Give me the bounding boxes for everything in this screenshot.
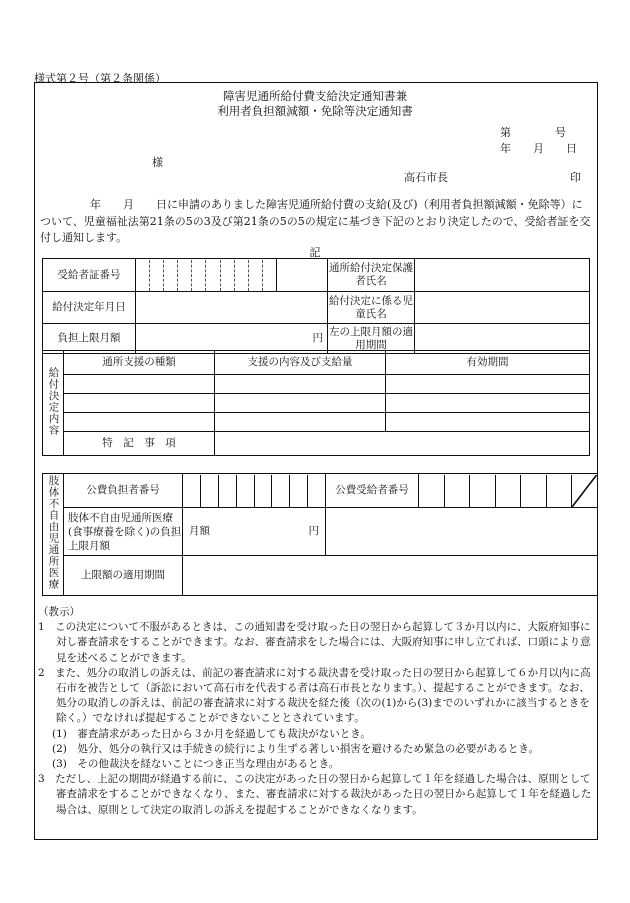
recipient-no-label: 受給者証番号 (43, 259, 136, 292)
document-date: 年 月 日 (500, 142, 577, 155)
seal-mark: 印 (570, 171, 581, 184)
medical-side-label: 肢体不自由児通所医療 (43, 474, 64, 596)
limit-period-label: 左の上限月額の適用期間 (328, 324, 415, 354)
document-number: 第 号 (500, 126, 566, 139)
child-name-value (415, 292, 590, 324)
decision-date-label: 給付決定年月日 (43, 292, 136, 324)
note-2: 2 また、処分の取消しの訴えは、前記の審査請求に対する裁決書を受け取った日の翌日から起算して６か月以内に高石市を被告として（訴訟において高石市を代表する者は高石市長となります。）、提起することができます。なお、処分の取消しの訴えは、前記の審査請求に対する裁決を経た後（次の(1)から(3)までのいずれかに該当するときを除く。）でなければ提起することができないこととされています。 (38, 666, 591, 725)
decision-content-table (42, 350, 590, 456)
support-type-header: 通所支援の種類 (64, 351, 215, 375)
recipient-no-boxes (136, 259, 277, 292)
ki-label: 記 (309, 246, 321, 259)
slash-mark (572, 475, 597, 507)
payer-no-label: 公費負担者番号 (64, 474, 183, 508)
addressee-honorific: 様 (152, 156, 163, 169)
guardian-value (415, 259, 590, 292)
note-2-sub-1: (1) 審査請求があった日から３か月を経過しても裁決がないとき。 (52, 727, 371, 740)
issuer-name: 高石市長 (404, 171, 448, 184)
decision-table (42, 258, 590, 354)
medical-table (42, 473, 598, 596)
note-3: 3 ただし、上記の期間が経過する前に、この決定があった日の翌日から起算して１年を経過した場合は、原則として審査請求をすることができなくなり、また、審査請求に対する裁決があった日の翌日から起算して１年を経過した場合は、原則として決定の取消しの訴えを提起することができなくなります。 (38, 773, 592, 816)
notification-body: 年 月 日に申請のありました障害児通所給付費の支給(及び)（利用者負担額減額・免除等）について、児童福祉法第21条の5の3及び第21条の5の5の規定に基づき下記のとおり決定したので、受給者証を交付し通知します。 (40, 198, 591, 244)
payer-no-boxes (183, 474, 326, 508)
burden-limit-yen: 円 (136, 324, 328, 354)
child-name-label: 給付決定に係る児童氏名 (328, 292, 415, 324)
medical-period-value (183, 556, 598, 596)
special-notes-label: 特 記 事 項 (64, 432, 215, 456)
note-2-sub-2: (2) 処分、処分の執行又は手続きの続行により生ずる著しい損害を避けるため緊急の必要があるとき。 (52, 742, 539, 755)
recipient-no2-label: 公費受給者番号 (326, 474, 419, 508)
document-title-line1: 障害児通所給付費支給決定通知書兼 (223, 89, 407, 103)
form-label: 様式第２号（第２条関係） (34, 72, 166, 85)
medical-limit-label: 肢体不自由児通所医療(食事療養を除く)の負担上限月額 (64, 508, 183, 556)
medical-limit-value: 月額 円 (183, 508, 326, 556)
support-amount-header: 支援の内容及び支給量 (215, 351, 386, 375)
document-title-line2: 利用者負担額減額・免除等決定通知書 (217, 104, 413, 118)
recipient-no2-boxes (419, 474, 598, 508)
limit-period-value (415, 324, 590, 354)
notes-header: （教示） (38, 606, 80, 618)
valid-period-header: 有効期間 (386, 351, 590, 375)
guardian-label: 通所給付決定保護者氏名 (328, 259, 415, 292)
note-1: 1 この決定について不服があるときは、この通知書を受け取った日の翌日から起算して３か月以内に、大阪府知事に対し審査請求をすることができます。なお、審査請求をした場合には、大阪府知事に申し立てれば、口頭により意見を述べることができます。 (38, 621, 591, 664)
decision-content-label: 給付決定内容 (43, 351, 64, 456)
decision-date-value (136, 292, 328, 324)
burden-limit-label: 負担上限月額 (43, 324, 136, 354)
medical-period-label: 上限額の適用期間 (64, 556, 183, 596)
instruction-notes (38, 605, 598, 818)
note-2-sub-3: (3) その他裁決を経ないことにつき正当な理由があるとき。 (52, 758, 340, 771)
